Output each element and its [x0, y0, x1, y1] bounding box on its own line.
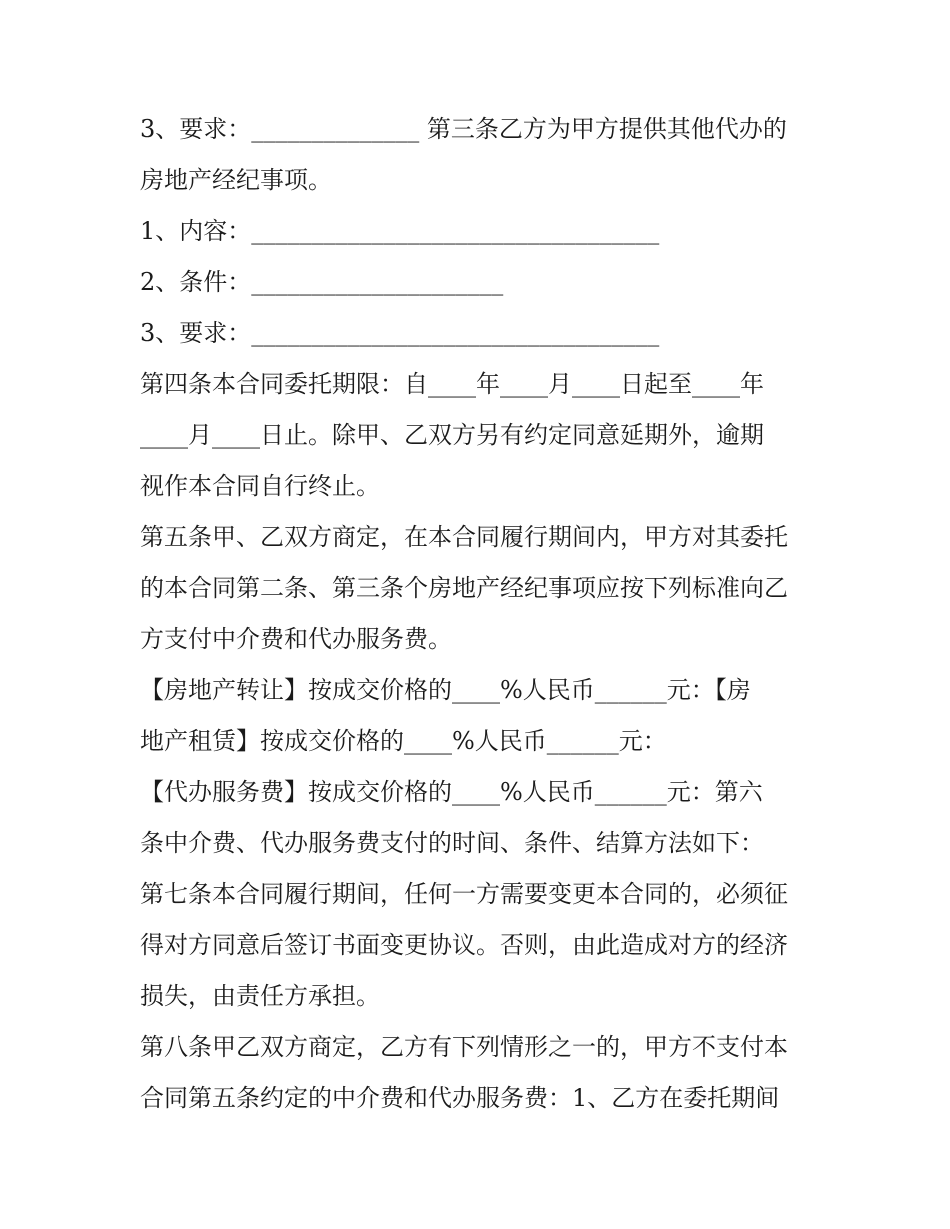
- text-line: 【房地产转让】按成交价格的____%人民币______元：【房: [140, 676, 751, 704]
- text-line: 视作本合同自行终止。: [140, 472, 380, 500]
- text-line: 得对方同意后签订书面变更协议。否则，由此造成对方的经济: [140, 931, 788, 959]
- text-line: 合同第五条约定的中介费和代办服务费：1、乙方在委托期间: [140, 1084, 780, 1112]
- text-line: 3、要求：______________ 第三条乙方为甲方提供其他代办的: [140, 115, 787, 143]
- text-line: 1、内容：__________________________________: [140, 217, 660, 245]
- text-line: 2、条件：_____________________: [140, 268, 504, 296]
- text-line: 损失，由责任方承担。: [140, 982, 380, 1010]
- text-line: 方支付中介费和代办服务费。: [140, 625, 452, 653]
- text-line: 第七条本合同履行期间，任何一方需要变更本合同的，必须征: [140, 880, 788, 908]
- text-line: 第五条甲、乙双方商定，在本合同履行期间内，甲方对其委托: [140, 523, 788, 551]
- text-line: 地产租赁】按成交价格的____%人民币______元：: [140, 727, 667, 755]
- text-line: ____月____日止。除甲、乙双方另有约定同意延期外，逾期: [140, 421, 764, 449]
- text-line: 第八条甲乙双方商定，乙方有下列情形之一的，甲方不支付本: [140, 1033, 788, 1061]
- text-line: 条中介费、代办服务费支付的时间、条件、结算方法如下：: [140, 829, 764, 857]
- text-line: 房地产经纪事项。: [140, 166, 332, 194]
- text-line: 【代办服务费】按成交价格的____%人民币______元：第六: [140, 778, 763, 806]
- text-line: 3、要求：__________________________________: [140, 319, 660, 347]
- text-line: 的本合同第二条、第三条个房地产经纪事项应按下列标准向乙: [140, 574, 788, 602]
- text-line: 第四条本合同委托期限：自____年____月____日起至____年: [140, 370, 764, 398]
- contract-text: [140, 104, 820, 1124]
